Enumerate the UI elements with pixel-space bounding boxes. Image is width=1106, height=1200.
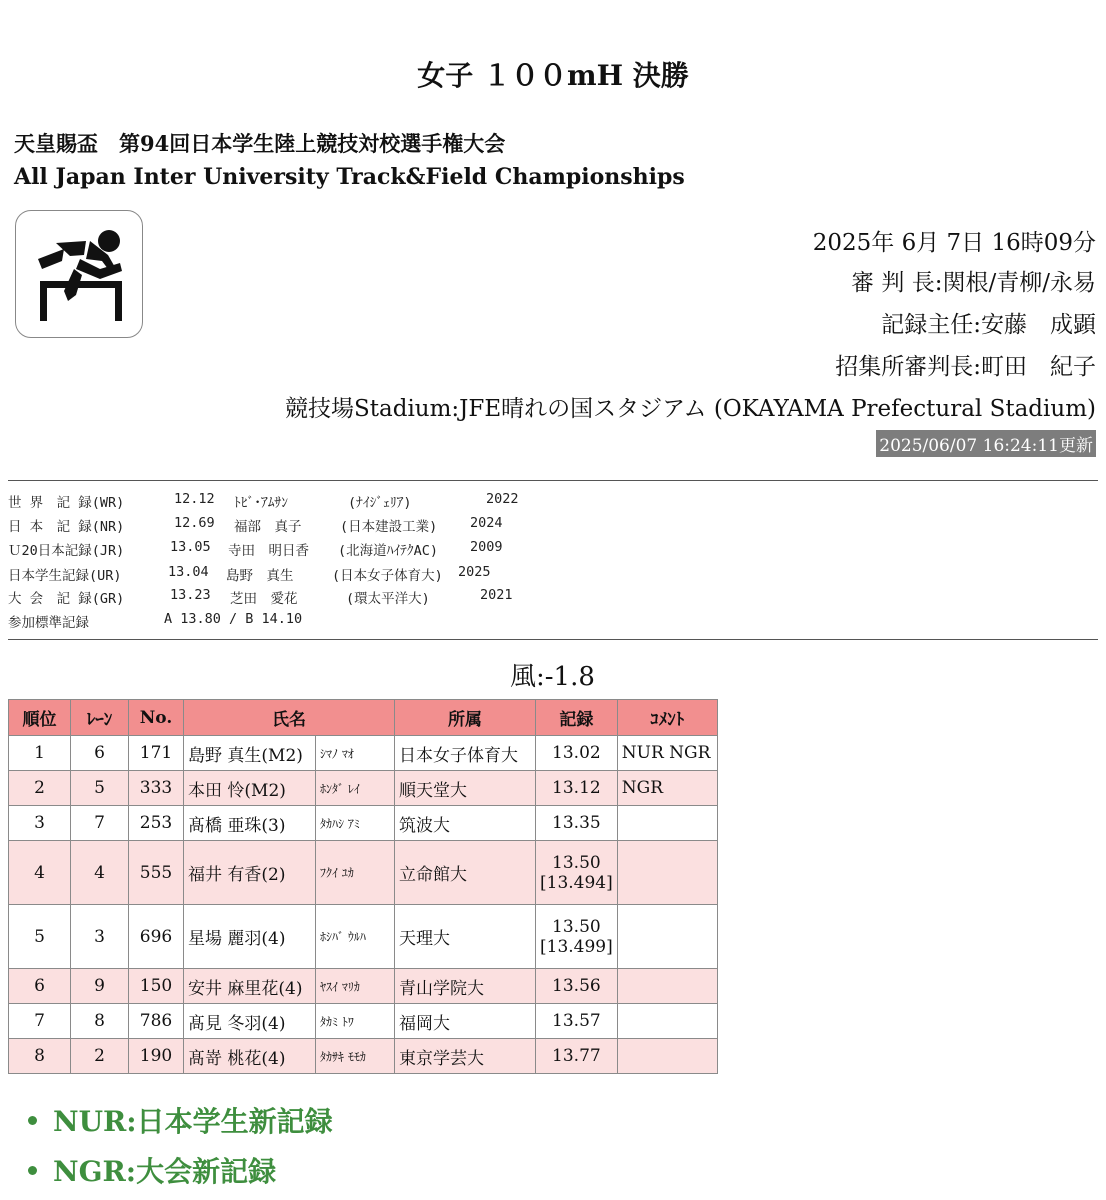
header-lane: ﾚｰﾝ	[71, 700, 129, 736]
lane: 7	[71, 806, 129, 841]
record-label: 大 会 記 録(GR)	[8, 591, 125, 607]
bib-number: 555	[129, 841, 184, 905]
table-row	[9, 806, 718, 841]
lane: 6	[71, 736, 129, 771]
time-main: 13.50	[552, 852, 601, 873]
bib-number: 253	[129, 806, 184, 841]
athlete-name: 星場 麗羽(4)	[184, 905, 316, 969]
record-team: (日本女子体育大)	[332, 568, 443, 584]
time-precise: [13.494]	[540, 872, 613, 893]
legend-item-nur	[28, 1100, 333, 1140]
time	[536, 771, 618, 806]
bib-number: 786	[129, 1004, 184, 1039]
rank: 6	[9, 969, 71, 1004]
record-team: (北海道ﾊｲﾃｸAC)	[338, 543, 439, 559]
divider-bottom	[8, 639, 1098, 640]
time	[536, 841, 618, 905]
record-year: 2025	[458, 564, 491, 580]
record-name: ﾄﾋﾞ･ｱﾑｻﾝ	[234, 495, 288, 511]
stadium: 競技場Stadium:JFE晴れの国スタジアム (OKAYAMA Prefectural Stadium)	[285, 396, 1096, 422]
record-name: 島野 真生	[226, 568, 294, 584]
athlete-kana: ﾔｽｲ ﾏﾘｶ	[316, 969, 395, 1004]
athlete-kana: ﾀｶｻｷ ﾓﾓｶ	[316, 1039, 395, 1074]
athlete-name: 福井 有香(2)	[184, 841, 316, 905]
wind-reading: 風:-1.8	[510, 662, 595, 692]
time-main: 13.12	[552, 778, 601, 798]
header-rank: 順位	[9, 700, 71, 736]
standard-value: A 13.80 / B 14.10	[164, 611, 303, 627]
team: 天理大	[395, 905, 536, 969]
time	[536, 1004, 618, 1039]
record-label: 日 本 記 録(NR)	[8, 519, 125, 535]
time-main: 13.50	[552, 916, 601, 937]
lane: 4	[71, 841, 129, 905]
athlete-kana: ｼﾏﾉ ﾏｵ	[316, 736, 395, 771]
legend-text: NGR:大会新記録	[53, 1155, 277, 1188]
team: 福岡大	[395, 1004, 536, 1039]
record-time: 12.12	[174, 491, 215, 507]
record-year: 2024	[470, 515, 503, 531]
athlete-kana: ﾎﾝﾀﾞ ﾚｲ	[316, 771, 395, 806]
record-year: 2021	[480, 587, 513, 603]
meet-name-english: All Japan Inter University Track&Field Championships	[14, 164, 685, 190]
athlete-name: 髙見 冬羽(4)	[184, 1004, 316, 1039]
meet-name-japanese: 天皇賜盃 第94回日本学生陸上競技対校選手権大会	[14, 131, 506, 156]
table-row	[9, 841, 718, 905]
bib-number: 190	[129, 1039, 184, 1074]
athlete-name: 髙橋 亜珠(3)	[184, 806, 316, 841]
table-row	[9, 736, 718, 771]
athlete-kana: ﾀｶﾊｼ ｱﾐ	[316, 806, 395, 841]
record-time: 13.04	[168, 564, 209, 580]
comment	[617, 806, 717, 841]
recorder: 記録主任:安藤 成顕	[881, 312, 1096, 338]
table-row	[9, 1039, 718, 1074]
comment	[617, 1039, 717, 1074]
record-name: 芝田 愛花	[230, 591, 298, 607]
record-label: Ｕ20日本記録(JR)	[8, 543, 125, 559]
time	[536, 1039, 618, 1074]
record-label: 世 界 記 録(WR)	[8, 495, 125, 511]
date-time: 2025年 6月 7日 16時09分	[812, 230, 1096, 256]
team: 立命館大	[395, 841, 536, 905]
header-team: 所属	[395, 700, 536, 736]
lane: 5	[71, 771, 129, 806]
bib-number: 333	[129, 771, 184, 806]
record-year: 2009	[470, 539, 503, 555]
bullet-icon	[28, 1116, 37, 1125]
comment	[617, 1004, 717, 1039]
time-precise: [13.499]	[540, 936, 613, 957]
team: 筑波大	[395, 806, 536, 841]
rank: 7	[9, 1004, 71, 1039]
divider-top	[8, 480, 1098, 481]
bib-number: 696	[129, 905, 184, 969]
referee: 審 判 長:関根/青柳/永易	[851, 270, 1096, 296]
athlete-name: 髙嵜 桃花(4)	[184, 1039, 316, 1074]
bullet-icon	[28, 1166, 37, 1175]
time-main: 13.56	[552, 976, 601, 996]
time	[536, 905, 618, 969]
standard-label: 参加標準記録	[8, 615, 89, 631]
time-main: 13.77	[552, 1046, 601, 1066]
record-team: (環太平洋大)	[346, 591, 430, 607]
bib-number: 171	[129, 736, 184, 771]
rank: 8	[9, 1039, 71, 1074]
record-team: (ﾅｲｼﾞｪﾘｱ)	[348, 495, 412, 511]
header-comment: ｺﾒﾝﾄ	[617, 700, 717, 736]
rank: 1	[9, 736, 71, 771]
team: 東京学芸大	[395, 1039, 536, 1074]
updated-timestamp: 2025/06/07 16:24:11更新	[876, 430, 1096, 457]
athlete-name: 安井 麻里花(4)	[184, 969, 316, 1004]
lane: 3	[71, 905, 129, 969]
legend-text: NUR:日本学生新記録	[53, 1105, 333, 1138]
comment	[617, 969, 717, 1004]
rank: 3	[9, 806, 71, 841]
athlete-kana: ﾎｼﾊﾞ ｳﾙﾊ	[316, 905, 395, 969]
record-label: 日本学生記録(UR)	[8, 568, 122, 584]
rank: 2	[9, 771, 71, 806]
athlete-name: 島野 真生(M2)	[184, 736, 316, 771]
record-time: 13.23	[170, 587, 211, 603]
time-main: 13.02	[552, 743, 601, 763]
lane: 9	[71, 969, 129, 1004]
time	[536, 969, 618, 1004]
table-row	[9, 969, 718, 1004]
table-row	[9, 1004, 718, 1039]
legend-item-ngr	[28, 1150, 276, 1190]
record-time: 13.05	[170, 539, 211, 555]
time	[536, 736, 618, 771]
comment	[617, 841, 717, 905]
time	[536, 806, 618, 841]
page-title: 女子 １００mH 決勝	[417, 59, 689, 92]
team: 青山学院大	[395, 969, 536, 1004]
record-name: 寺田 明日香	[228, 543, 309, 559]
lane: 2	[71, 1039, 129, 1074]
table-row	[9, 771, 718, 806]
call-room-referee: 招集所審判長:町田 紀子	[835, 354, 1096, 380]
table-row	[9, 905, 718, 969]
team: 日本女子体育大	[395, 736, 536, 771]
rank: 4	[9, 841, 71, 905]
record-team: (日本建設工業)	[340, 519, 438, 535]
time-main: 13.35	[552, 813, 601, 833]
record-name: 福部 真子	[234, 519, 302, 535]
rank: 5	[9, 905, 71, 969]
results-table	[8, 699, 718, 1074]
athlete-kana: ﾀｶﾐ ﾄﾜ	[316, 1004, 395, 1039]
header-name: 氏名	[184, 700, 395, 736]
table-header-row	[9, 700, 718, 736]
hurdles-pictogram-icon	[15, 210, 143, 338]
comment	[617, 905, 717, 969]
record-time: 12.69	[174, 515, 215, 531]
record-year: 2022	[486, 491, 519, 507]
team: 順天堂大	[395, 771, 536, 806]
athlete-kana: ﾌｸｲ ﾕｶ	[316, 841, 395, 905]
header-time: 記録	[536, 700, 618, 736]
lane: 8	[71, 1004, 129, 1039]
comment: NGR	[617, 771, 717, 806]
athlete-name: 本田 怜(M2)	[184, 771, 316, 806]
time-main: 13.57	[552, 1011, 601, 1031]
bib-number: 150	[129, 969, 184, 1004]
comment: NUR NGR	[617, 736, 717, 771]
header-number: No.	[129, 700, 184, 736]
